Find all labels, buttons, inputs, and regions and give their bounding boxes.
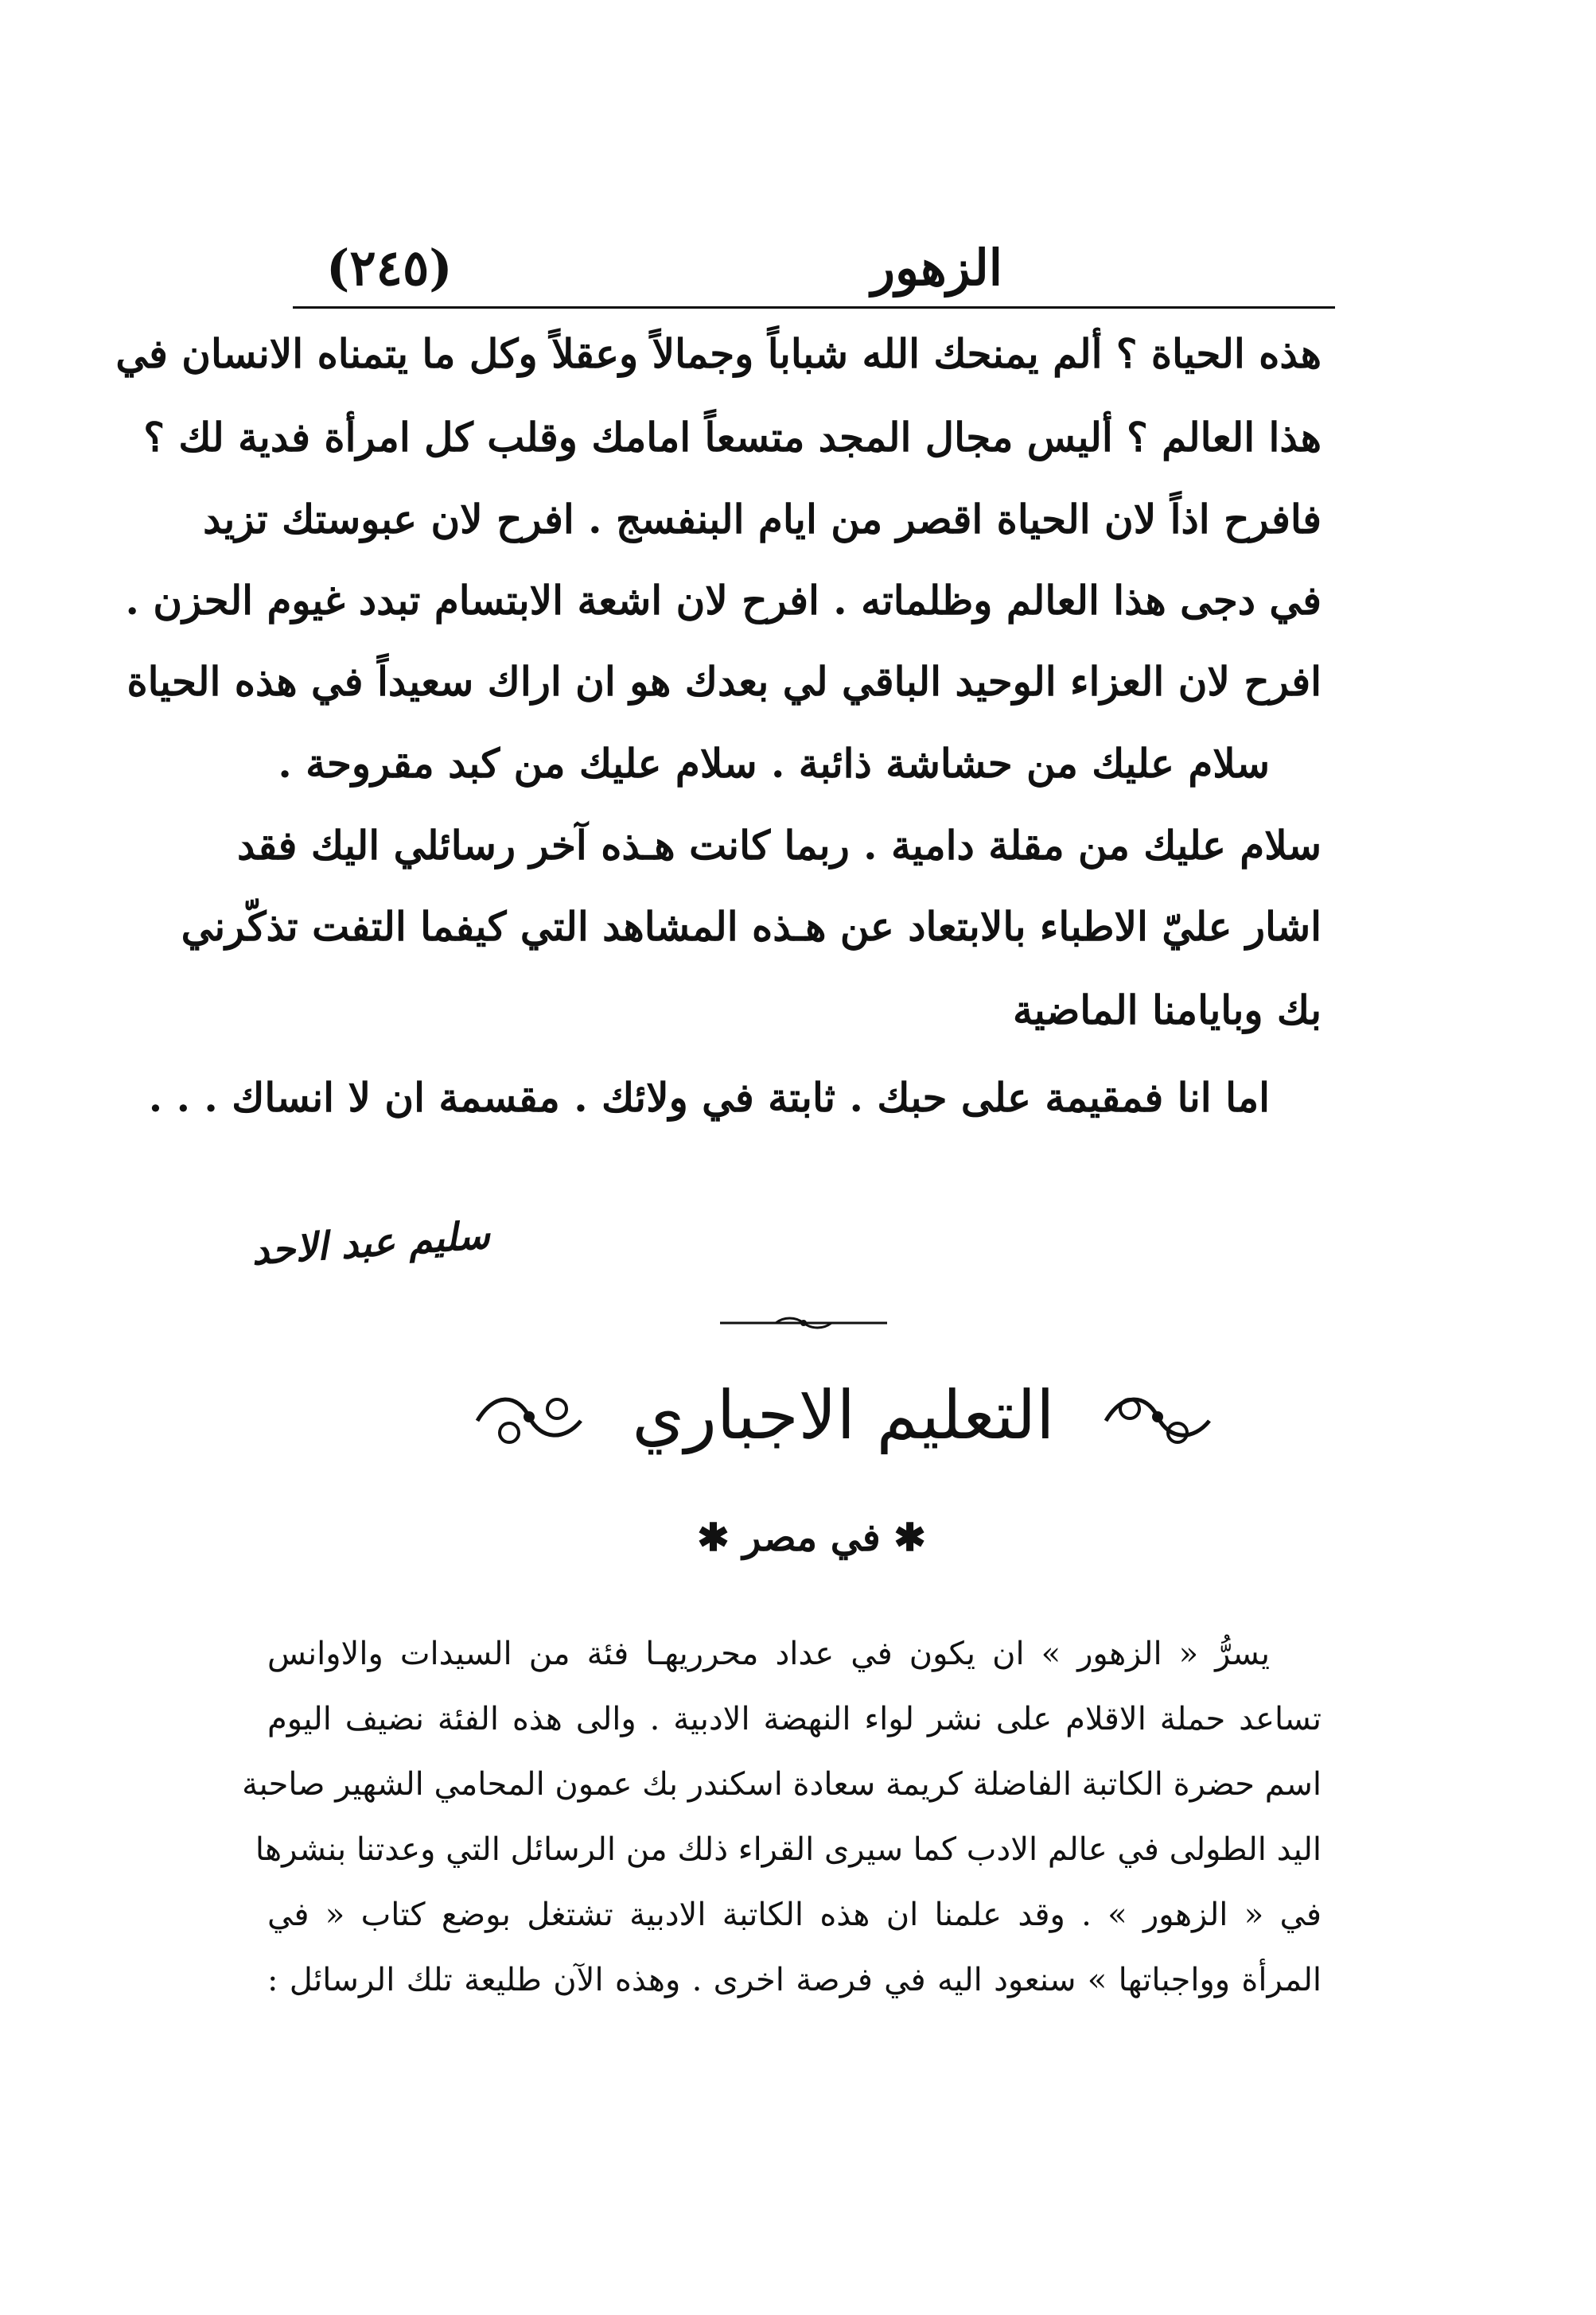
letter-line: سلام عليك من حشاشة ذائبة . سلام عليك من كبد مقروحة . [278, 740, 1270, 787]
letter-line: في دجى هذا العالم وظلماته . افرح لان اشعة الابتسام تبدد غيوم الحزن . [125, 577, 1322, 624]
article-line: المرأة وواجباتها » سنعود اليه في فرصة اخرى . وهذه الآن طليعة تلك الرسائل : [267, 1962, 1322, 1998]
star-icon: ✱ [697, 1515, 730, 1560]
article-line: اسم حضرة الكاتبة الفاضلة كريمة سعادة اسكندر بك عمون المحامي الشهير صاحبة [242, 1766, 1322, 1803]
header-rule [293, 306, 1335, 309]
ornament-left-icon [469, 1385, 589, 1457]
ornament-right-icon [1098, 1385, 1217, 1457]
section-title [414, 1376, 1273, 1480]
article-line: في « الزهور » . وقد علمنا ان هذه الكاتبة الادبية تشتغل بوضع كتاب « في [267, 1897, 1322, 1933]
page-number: (٢٤٥) [326, 239, 453, 297]
letter-line: سلام عليك من مقلة دامية . ربما كانت هـذه آخر رسائلي اليك فقد [236, 822, 1322, 869]
letter-line: اما انا فمقيمة على حبك . ثابتة في ولائك . مقسمة ان لا انساك . . . [148, 1074, 1270, 1121]
letter-line: اشار عليّ الاطباء بالابتعاد عن هـذه المشاهد التي كيفما التفت تذكّرني [181, 903, 1322, 950]
article-line: اليد الطولى في عالم الادب كما سيرى القراء ذلك من الرسائل التي وعدتنا بنشرها [255, 1831, 1322, 1868]
letter-line: هذه الحياة ؟ ألم يمنحك الله شباباً وجمالاً وعقلاً وكل ما يتمناه الانسان في [115, 330, 1322, 377]
running-title: الزهور [871, 239, 1002, 297]
subtitle-text: في مصر [742, 1515, 881, 1560]
signature: سليم عبد الاحد [250, 1212, 492, 1274]
article-line: يسرُّ « الزهور » ان يكون في عداد محرريهـا فئة من السيدات والاوانس [267, 1636, 1270, 1672]
letter-line: افرح لان العزاء الوحيد الباقي لي بعدك هو ان اراك سعيداً في هذه الحياة [127, 658, 1322, 705]
letter-line: هذا العالم ؟ أليس مجال المجد متسعاً امامك وقلب كل امرأة فدية لك ؟ [143, 414, 1322, 461]
article-line: تساعد حملة الاقلام على نشر لواء النهضة الادبية . والى هذه الفئة نضيف اليوم [267, 1701, 1322, 1737]
star-icon: ✱ [893, 1515, 926, 1560]
section-title-text: التعليم الاجباري [632, 1376, 1055, 1454]
letter-line: بك وبايامنا الماضية [1012, 986, 1322, 1033]
section-subtitle [684, 1515, 939, 1560]
letter-line: فافرح اذاً لان الحياة اقصر من ايام البنفسج . افرح لان عبوستك تزيد [203, 496, 1322, 543]
section-divider [720, 1317, 887, 1329]
page-header [294, 231, 1329, 302]
